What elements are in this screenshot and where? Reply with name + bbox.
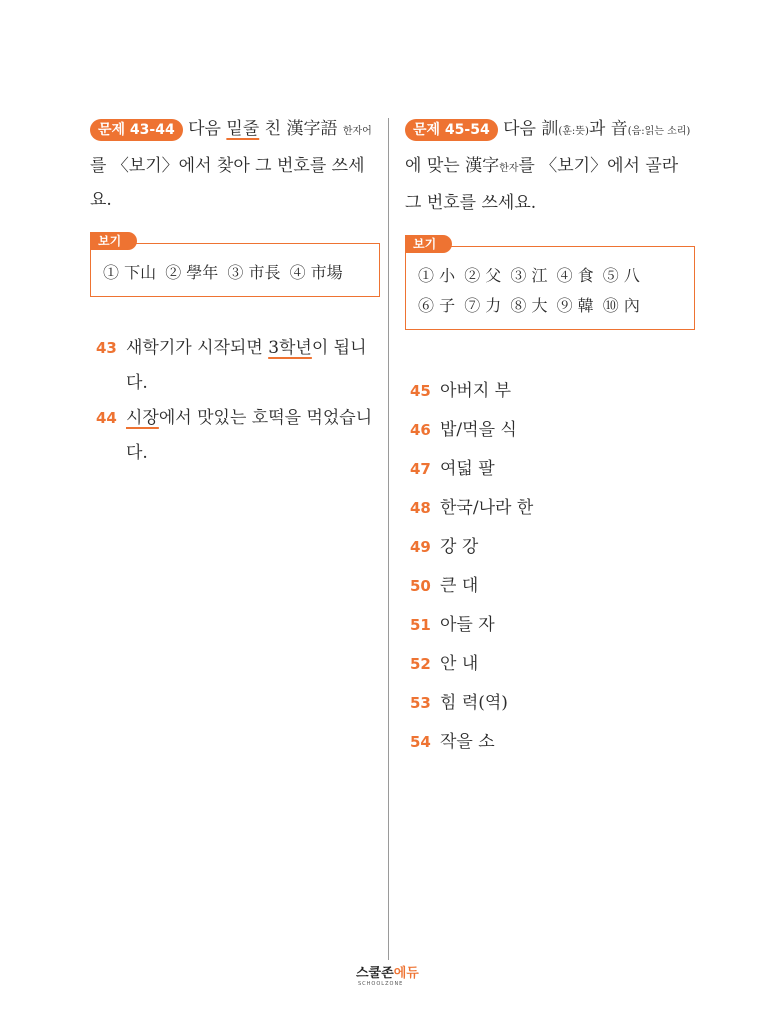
option: ① 下山 [103, 263, 157, 282]
options-right-row2 [418, 291, 682, 321]
question-54: 54 작을 소 [410, 732, 495, 752]
schoolzone-logo: 스쿨존에듀 SCHOOLZONE [356, 966, 419, 987]
instruction-45-54: 문제 45-54 다음 訓(훈:뜻)과 音(음:읽는 소리)에 맞는 漢字한자를 〈보기〉에서 골라 그 번호를 쓰세요. [405, 119, 691, 213]
question-53: 53 힘 력(역) [410, 693, 508, 713]
question-46: 46 밥/먹을 식 [410, 420, 517, 440]
option: ③ 市長 [227, 263, 281, 282]
question-list-right [405, 372, 695, 762]
option: ③ 江 [510, 266, 548, 285]
options-right-row1 [418, 261, 682, 291]
right-column [405, 112, 695, 762]
example-box-label: 보기 [90, 232, 137, 250]
option: ⑥ 子 [418, 296, 456, 315]
example-box-left [90, 234, 380, 297]
option: ① 小 [418, 266, 456, 285]
instruction-43-44: 문제 43-44 다음 밑줄 친 漢字語 한자어를 〈보기〉에서 찾아 그 번호를 쓰세요. [90, 119, 372, 210]
question-50: 50 큰 대 [410, 576, 479, 596]
option: ⑨ 韓 [556, 296, 594, 315]
option: ⑦ 力 [464, 296, 502, 315]
option: ⑤ 八 [602, 266, 640, 285]
question-51: 51 아들 자 [410, 615, 495, 635]
options-left [103, 258, 367, 288]
problem-badge-45-54: 문제 45-54 [405, 119, 498, 141]
left-column [90, 112, 380, 471]
question-52: 52 안 내 [410, 654, 479, 674]
example-box-right [405, 237, 695, 330]
question-number: 43 [96, 339, 117, 357]
option: ④ 市場 [289, 263, 343, 282]
option: ② 父 [464, 266, 502, 285]
underline-word: 시장 [126, 408, 159, 428]
question-list-left [90, 331, 380, 471]
question-number: 44 [96, 409, 117, 427]
option: ② 學年 [165, 263, 219, 282]
option: ⑩ 內 [602, 296, 640, 315]
option: ④ 食 [556, 266, 594, 285]
column-divider [388, 118, 389, 960]
question-49: 49 강 강 [410, 537, 479, 557]
example-box-label: 보기 [405, 235, 452, 253]
problem-badge-43-44: 문제 43-44 [90, 119, 183, 141]
question-48: 48 한국/나라 한 [410, 498, 534, 518]
question-47: 47 여덟 팔 [410, 459, 495, 479]
question-43: 43 새학기가 시작되면 3학년이 됩니다. [90, 331, 380, 401]
question-45: 45 아버지 부 [410, 381, 512, 401]
question-44: 44 시장에서 맛있는 호떡을 먹었습니다. [90, 401, 380, 471]
underline-word: 밑줄 [226, 119, 260, 139]
option: ⑧ 大 [510, 296, 548, 315]
underline-word: 3학년 [268, 338, 312, 358]
